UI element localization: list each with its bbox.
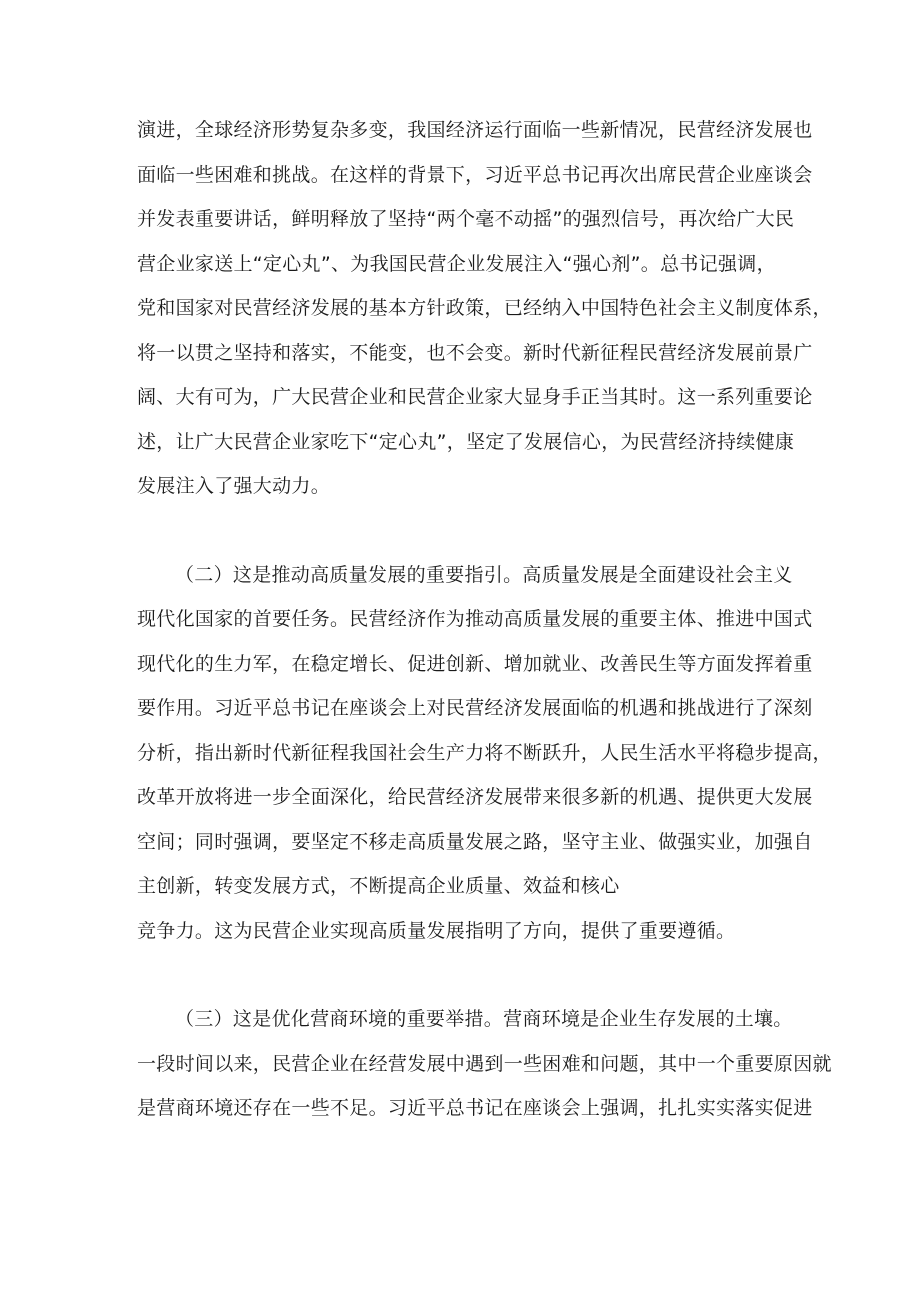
paragraph-2-line-3: 现代化的生力军，在稳定增长、促进创新、增加就业、改善民生等方面发挥着重 [137, 653, 813, 675]
paragraph-1-line-3: 并发表重要讲话，鲜明释放了坚持“两个毫不动摇”的强烈信号，再次给广大民 [137, 208, 795, 230]
paragraph-2-line-7: 空间；同时强调，要坚定不移走高质量发展之路，坚守主业、做强实业，加强自 [137, 831, 813, 853]
paragraph-2-line-1: （二）这是推动高质量发展的重要指引。高质量发展是全面建设社会主义 [175, 564, 793, 586]
paragraph-2-line-8: 主创新，转变发展方式，不断提高企业质量、效益和核心 [137, 875, 620, 897]
paragraph-2-line-9: 竞争力。这为民营企业实现高质量发展指明了方向，提供了重要遵循。 [137, 920, 736, 942]
paragraph-1-line-8: 述，让广大民营企业家吃下“定心丸”，坚定了发展信心，为民营经济持续健康 [137, 431, 795, 453]
paragraph-1-line-5: 党和国家对民营经济发展的基本方针政策，已经纳入中国特色社会主义制度体系， [137, 297, 832, 319]
paragraph-1-line-7: 阔、大有可为，广大民营企业和民营企业家大显身手正当其时。这一系列重要论 [137, 386, 813, 408]
paragraph-1-line-9: 发展注入了强大动力。 [137, 475, 331, 497]
paragraph-2-line-2: 现代化国家的首要任务。民营经济作为推动高质量发展的重要主体、推进中国式 [137, 608, 813, 630]
paragraph-2-line-6: 改革开放将进一步全面深化，给民营经济发展带来很多新的机遇、提供更大发展 [137, 786, 813, 808]
paragraph-2-line-4: 要作用。习近平总书记在座谈会上对民营经济发展面临的机遇和挑战进行了深刻 [137, 697, 813, 719]
paragraph-1-line-6: 将一以贯之坚持和落实，不能变，也不会变。新时代新征程民营经济发展前景广 [137, 342, 813, 364]
paragraph-3-line-2: 一段时间以来，民营企业在经营发展中遇到一些困难和问题，其中一个重要原因就 [137, 1053, 832, 1075]
paragraph-1-line-2: 面临一些困难和挑战。在这样的背景下，习近平总书记再次出席民营企业座谈会 [137, 164, 813, 186]
paragraph-1-line-1: 演进，全球经济形势复杂多变，我国经济运行面临一些新情况，民营经济发展也 [137, 119, 813, 141]
paragraph-3-line-3: 是营商环境还存在一些不足。习近平总书记在座谈会上强调，扎扎实实落实促进 [137, 1097, 813, 1119]
paragraph-1-line-4: 营企业家送上“定心丸”、为我国民营企业发展注入“强心剂”。总书记强调， [137, 253, 776, 275]
paragraph-2-line-5: 分析，指出新时代新征程我国社会生产力将不断跃升，人民生活水平将稳步提高， [137, 742, 832, 764]
paragraph-3-line-1: （三）这是优化营商环境的重要举措。营商环境是企业生存发展的土壤。 [175, 1008, 793, 1030]
